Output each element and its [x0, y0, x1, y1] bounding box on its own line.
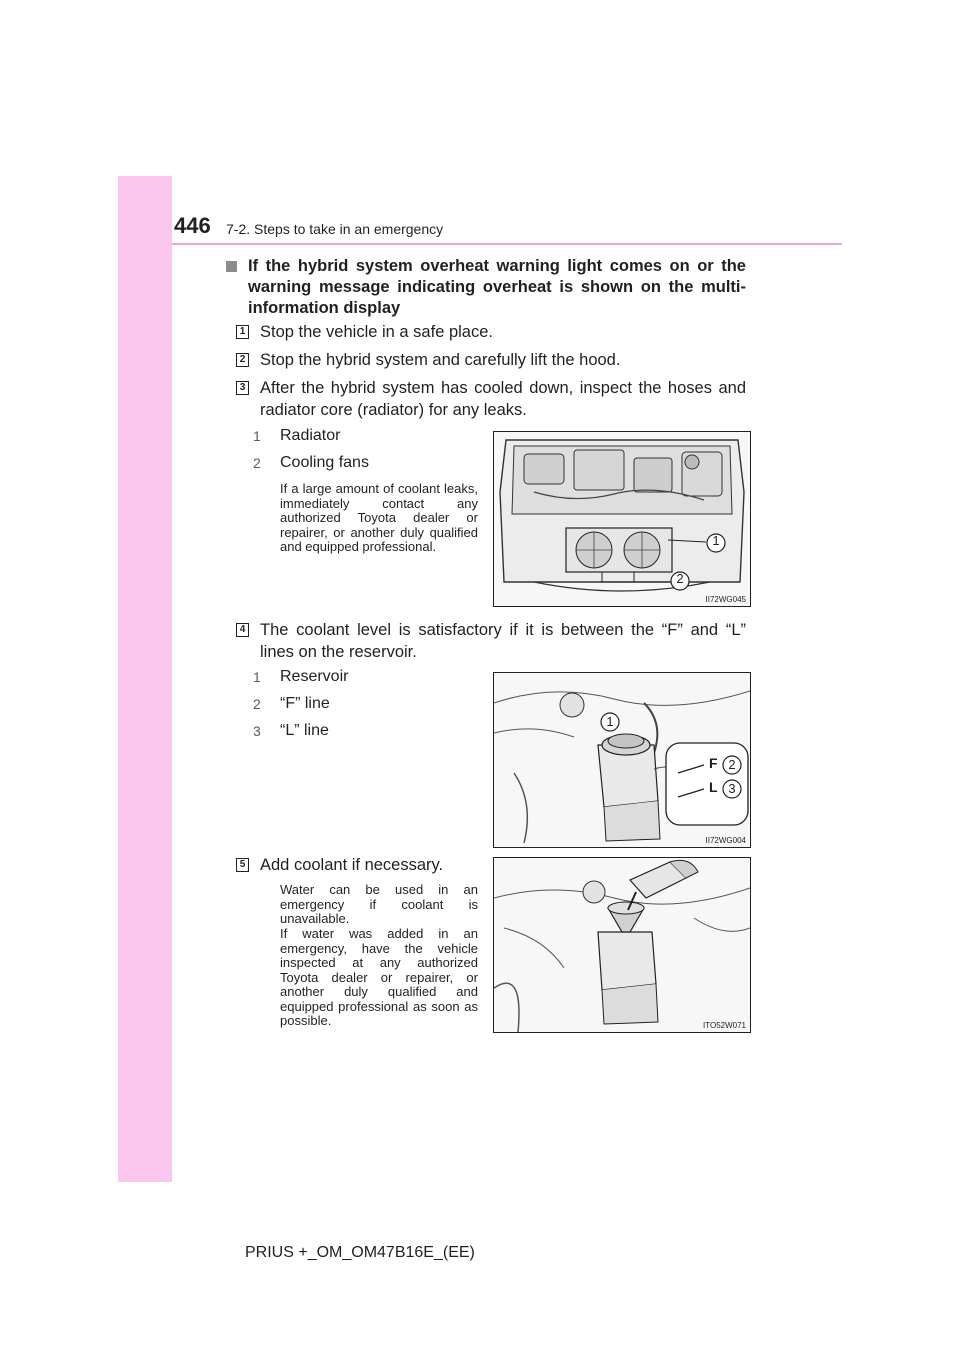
- figure-code: II72WG004: [705, 836, 746, 845]
- step-text-1: Stop the vehicle in a safe place.: [260, 323, 493, 341]
- callout-1: 1: [712, 533, 720, 548]
- heading-text: If the hybrid system overheat warning light comes on or the warning message indicating overheat is shown on the multi-information display: [248, 257, 746, 317]
- step-badge-4: 4: [236, 623, 249, 637]
- legend-num: 1: [253, 669, 261, 685]
- callout-1: 1: [606, 714, 614, 729]
- figure-add-coolant: [493, 857, 751, 1033]
- legend-label: Radiator: [280, 427, 341, 444]
- step-text-3: After the hybrid system has cooled down, inspect the hoses and radiator core (radiator) for any leaks.: [260, 379, 746, 419]
- callout-3: 3: [728, 781, 736, 796]
- legend-label: Reservoir: [280, 668, 349, 685]
- engine-bay-illustration: [494, 432, 750, 606]
- step-text-4: The coolant level is satisfactory if it is between the “F” and “L” lines on the reservoir.: [260, 621, 746, 661]
- note-text: If water was added in an emergency, have the vehicle inspected at any authorized Toyota dealer or repairer, or another duly qualified and equipped professional as soon as possible.: [280, 926, 478, 1028]
- section-heading: [226, 256, 746, 319]
- legend-label: Cooling fans: [280, 454, 369, 471]
- figure-engine-bay: [493, 431, 751, 607]
- f-mark: F: [709, 755, 718, 771]
- section-title: 7-2. Steps to take in an emergency: [226, 221, 444, 237]
- step-badge-2: 2: [236, 353, 249, 367]
- figure-code: II72WG045: [705, 595, 746, 604]
- legend-label: “L” line: [280, 722, 329, 739]
- page-number: 446: [174, 213, 211, 238]
- sidebar-tab: [118, 176, 172, 1182]
- square-bullet-icon: [226, 261, 237, 272]
- step-badge-1: 1: [236, 325, 249, 339]
- l-mark: L: [709, 779, 718, 795]
- step-badge-5: 5: [236, 858, 249, 872]
- callout-2: 2: [728, 757, 736, 772]
- legend-label: “F” line: [280, 695, 330, 712]
- legend-num: 2: [253, 696, 261, 712]
- step-badge-3: 3: [236, 381, 249, 395]
- footer-doc-code: PRIUS +_OM_OM47B16E_(EE): [245, 1244, 475, 1261]
- step-text-5: Add coolant if necessary.: [260, 856, 444, 874]
- figure-code: ITO52W071: [703, 1021, 746, 1030]
- legend-num: 1: [253, 428, 261, 444]
- add-coolant-illustration: [494, 858, 750, 1032]
- callout-2: 2: [676, 571, 684, 586]
- note-text: Water can be used in an emergency if coolant is unavailable.: [280, 882, 478, 926]
- note-text: If a large amount of coolant leaks, immediately contact any authorized Toyota dealer or repairer, or another duly qualified and equipped professional.: [280, 481, 478, 554]
- legend-num: 2: [253, 455, 261, 471]
- legend-num: 3: [253, 723, 261, 739]
- header-rule: [172, 243, 842, 245]
- step-text-2: Stop the hybrid system and carefully lift the hood.: [260, 351, 621, 369]
- figure-reservoir: [493, 672, 751, 848]
